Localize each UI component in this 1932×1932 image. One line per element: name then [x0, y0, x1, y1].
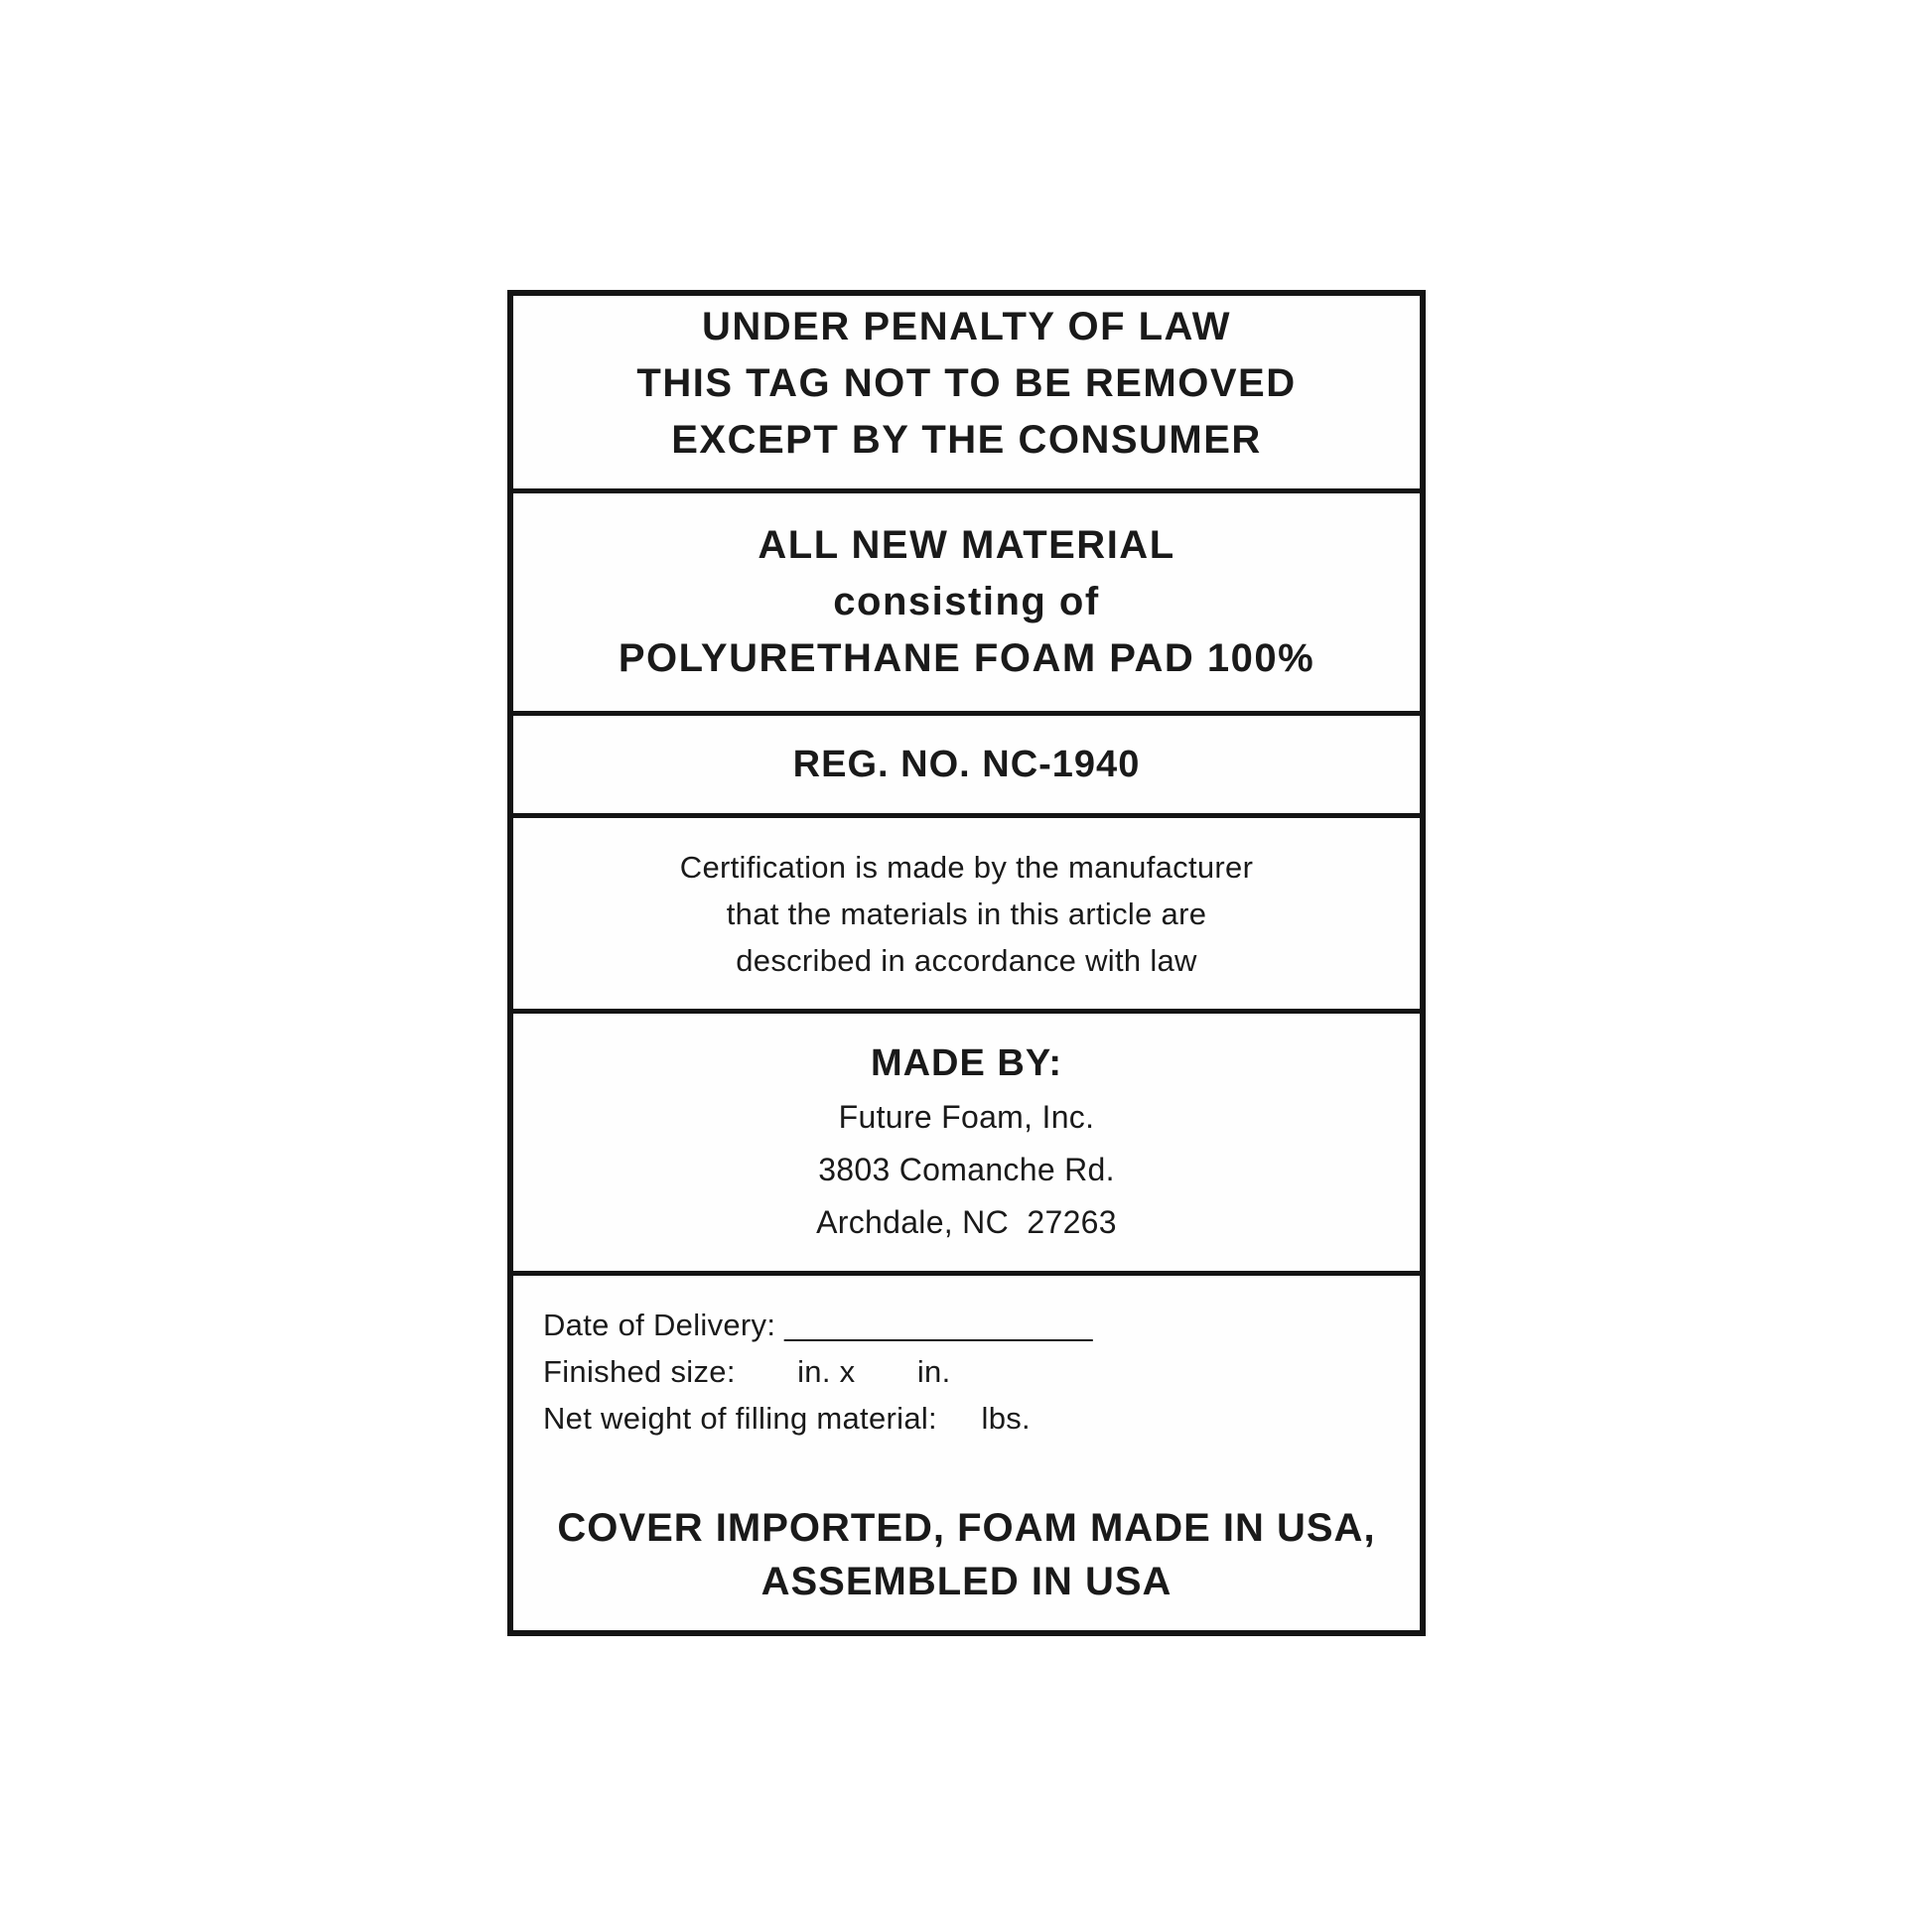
origin-line-2: ASSEMBLED IN USA — [760, 1560, 1173, 1603]
law-tag-label — [507, 290, 1426, 1636]
manufacturer-name: Future Foam, Inc. — [838, 1099, 1095, 1135]
certification-line-2: that the materials in this article are — [726, 896, 1207, 931]
section-material-contents — [513, 493, 1420, 716]
certification-line-1: Certification is made by the manufacturer — [679, 849, 1254, 885]
section-penalty-notice — [513, 296, 1420, 493]
net-weight-row: Net weight of filling material: lbs. — [543, 1401, 1031, 1436]
penalty-line-2: THIS TAG NOT TO BE REMOVED — [636, 360, 1297, 405]
section-made-by — [513, 1014, 1420, 1276]
registration-number: REG. NO. NC-1940 — [792, 744, 1141, 785]
manufacturer-city-state-zip: Archdale, NC 27263 — [816, 1204, 1117, 1240]
date-of-delivery-blank-line: __________________ — [784, 1308, 1093, 1342]
date-of-delivery-row — [513, 1302, 1420, 1348]
made-by-heading: MADE BY: — [870, 1042, 1063, 1084]
penalty-line-1: UNDER PENALTY OF LAW — [702, 304, 1231, 348]
manufacturer-street: 3803 Comanche Rd. — [818, 1152, 1115, 1187]
finished-size-row: Finished size: in. x in. — [543, 1354, 951, 1389]
penalty-line-3: EXCEPT BY THE CONSUMER — [671, 417, 1262, 462]
origin-line-1: COVER IMPORTED, FOAM MADE IN USA, — [557, 1506, 1376, 1550]
section-certification — [513, 818, 1420, 1014]
material-line-2: consisting of — [833, 580, 1100, 623]
certification-line-3: described in accordance with law — [736, 942, 1197, 978]
material-line-1: ALL NEW MATERIAL — [758, 523, 1175, 567]
delivery-details-block — [513, 1302, 1420, 1442]
section-registration-number — [513, 716, 1420, 818]
origin-statement-block — [513, 1501, 1420, 1608]
date-of-delivery-label: Date of Delivery: — [543, 1308, 785, 1342]
material-line-3: POLYURETHANE FOAM PAD 100% — [618, 636, 1315, 680]
section-details-and-origin — [513, 1276, 1420, 1630]
